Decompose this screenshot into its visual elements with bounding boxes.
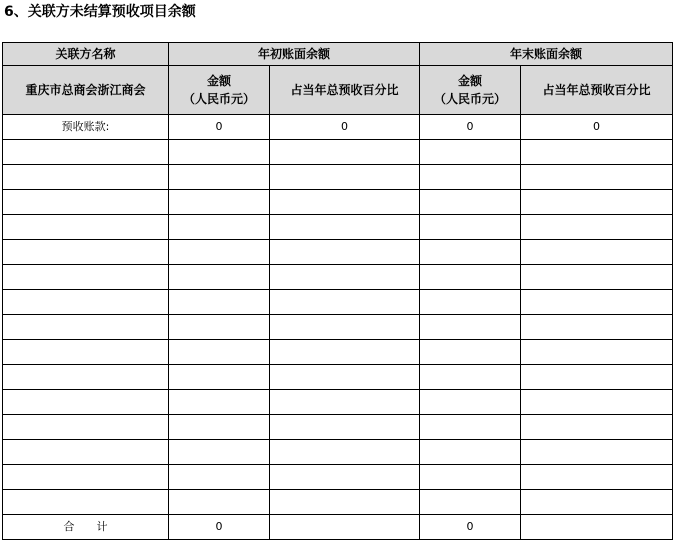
empty-cell (3, 390, 169, 415)
empty-cell (3, 315, 169, 340)
header-row-2 (3, 66, 673, 115)
empty-cell (3, 415, 169, 440)
empty-cell (420, 390, 521, 415)
empty-cell (270, 190, 420, 215)
table-row (3, 165, 673, 190)
table-row (3, 340, 673, 365)
total-end-amount: 0 (420, 515, 521, 540)
empty-cell (270, 415, 420, 440)
table-row (3, 265, 673, 290)
table-row (3, 465, 673, 490)
empty-cell (521, 415, 673, 440)
table-row (3, 240, 673, 265)
table-row (3, 390, 673, 415)
table-row (3, 215, 673, 240)
empty-cell (3, 440, 169, 465)
empty-cell (521, 440, 673, 465)
empty-cell (521, 240, 673, 265)
empty-cell (3, 340, 169, 365)
end-balance-header: 年末账面余额 (420, 43, 673, 66)
currency-label: （人民币元） (182, 92, 255, 106)
empty-cell (3, 365, 169, 390)
empty-cell (3, 465, 169, 490)
empty-cell (270, 440, 420, 465)
empty-cell (521, 165, 673, 190)
empty-cell (3, 265, 169, 290)
table-row (3, 190, 673, 215)
empty-cell (420, 315, 521, 340)
table-row (3, 315, 673, 340)
empty-cell (169, 165, 270, 190)
currency-label: （人民币元） (434, 92, 507, 106)
table-row (3, 440, 673, 465)
total-row (3, 515, 673, 540)
begin-percent-cell: 0 (270, 115, 420, 140)
empty-cell (270, 215, 420, 240)
end-percent-cell: 0 (521, 115, 673, 140)
empty-cell (420, 440, 521, 465)
empty-cell (521, 290, 673, 315)
empty-cell (169, 365, 270, 390)
empty-cell (521, 215, 673, 240)
table-row (3, 415, 673, 440)
amount-label: 金额 (206, 74, 231, 88)
empty-cell (270, 315, 420, 340)
party-col-header: 关联方名称 (3, 43, 169, 66)
empty-cell (270, 465, 420, 490)
empty-cell (169, 490, 270, 515)
begin-balance-header: 年初账面余额 (169, 43, 420, 66)
empty-cell (420, 240, 521, 265)
empty-cell (169, 415, 270, 440)
begin-percent-header: 占当年总预收百分比 (270, 66, 420, 115)
empty-cell (521, 365, 673, 390)
total-label: 合 计 (3, 515, 169, 540)
empty-cell (3, 290, 169, 315)
empty-cell (521, 340, 673, 365)
empty-cell (521, 315, 673, 340)
empty-cell (420, 365, 521, 390)
empty-cell (270, 140, 420, 165)
amount-label: 金额 (458, 74, 483, 88)
empty-cell (169, 190, 270, 215)
empty-cell (3, 165, 169, 190)
empty-cell (420, 490, 521, 515)
table-row (3, 490, 673, 515)
end-percent-header: 占当年总预收百分比 (521, 66, 673, 115)
begin-amount-header (169, 66, 270, 115)
empty-cell (3, 190, 169, 215)
total-begin-amount: 0 (169, 515, 270, 540)
empty-cell (169, 240, 270, 265)
empty-cell (169, 290, 270, 315)
empty-cell (169, 390, 270, 415)
empty-cell (270, 340, 420, 365)
empty-cell (169, 140, 270, 165)
begin-amount-cell: 0 (169, 115, 270, 140)
empty-cell (3, 140, 169, 165)
empty-cell (420, 215, 521, 240)
empty-cell (521, 490, 673, 515)
empty-cell (420, 165, 521, 190)
empty-cell (169, 265, 270, 290)
table-row (3, 290, 673, 315)
empty-cell (521, 390, 673, 415)
empty-cell (270, 165, 420, 190)
empty-cell (270, 490, 420, 515)
empty-cell (169, 215, 270, 240)
empty-cell (3, 215, 169, 240)
empty-cell (521, 465, 673, 490)
empty-cell (169, 440, 270, 465)
empty-cell (270, 365, 420, 390)
empty-cell (420, 465, 521, 490)
empty-cell (270, 390, 420, 415)
empty-cell (270, 240, 420, 265)
header-row-1 (3, 43, 673, 66)
empty-cell (169, 465, 270, 490)
end-amount-header (420, 66, 521, 115)
related-party-advance-receipts-table (2, 42, 673, 540)
table-row (3, 140, 673, 165)
table-row (3, 365, 673, 390)
section-title: 6、关联方未结算预收项目余额 (4, 4, 196, 20)
empty-cell (521, 190, 673, 215)
empty-cell (3, 240, 169, 265)
empty-cell (420, 190, 521, 215)
empty-cell (521, 140, 673, 165)
empty-cell (169, 340, 270, 365)
empty-cell (420, 140, 521, 165)
empty-cell (420, 340, 521, 365)
empty-cell (420, 415, 521, 440)
end-amount-cell: 0 (420, 115, 521, 140)
table-row (3, 115, 673, 140)
empty-cell (169, 315, 270, 340)
total-end-percent (521, 515, 673, 540)
total-begin-percent (270, 515, 420, 540)
empty-cell (420, 265, 521, 290)
empty-cell (270, 265, 420, 290)
empty-cell (521, 265, 673, 290)
empty-cell (270, 290, 420, 315)
party-name-cell: 重庆市总商会浙江商会 (3, 66, 169, 115)
empty-cell (3, 490, 169, 515)
empty-cell (420, 290, 521, 315)
row-label: 预收账款: (3, 115, 169, 140)
